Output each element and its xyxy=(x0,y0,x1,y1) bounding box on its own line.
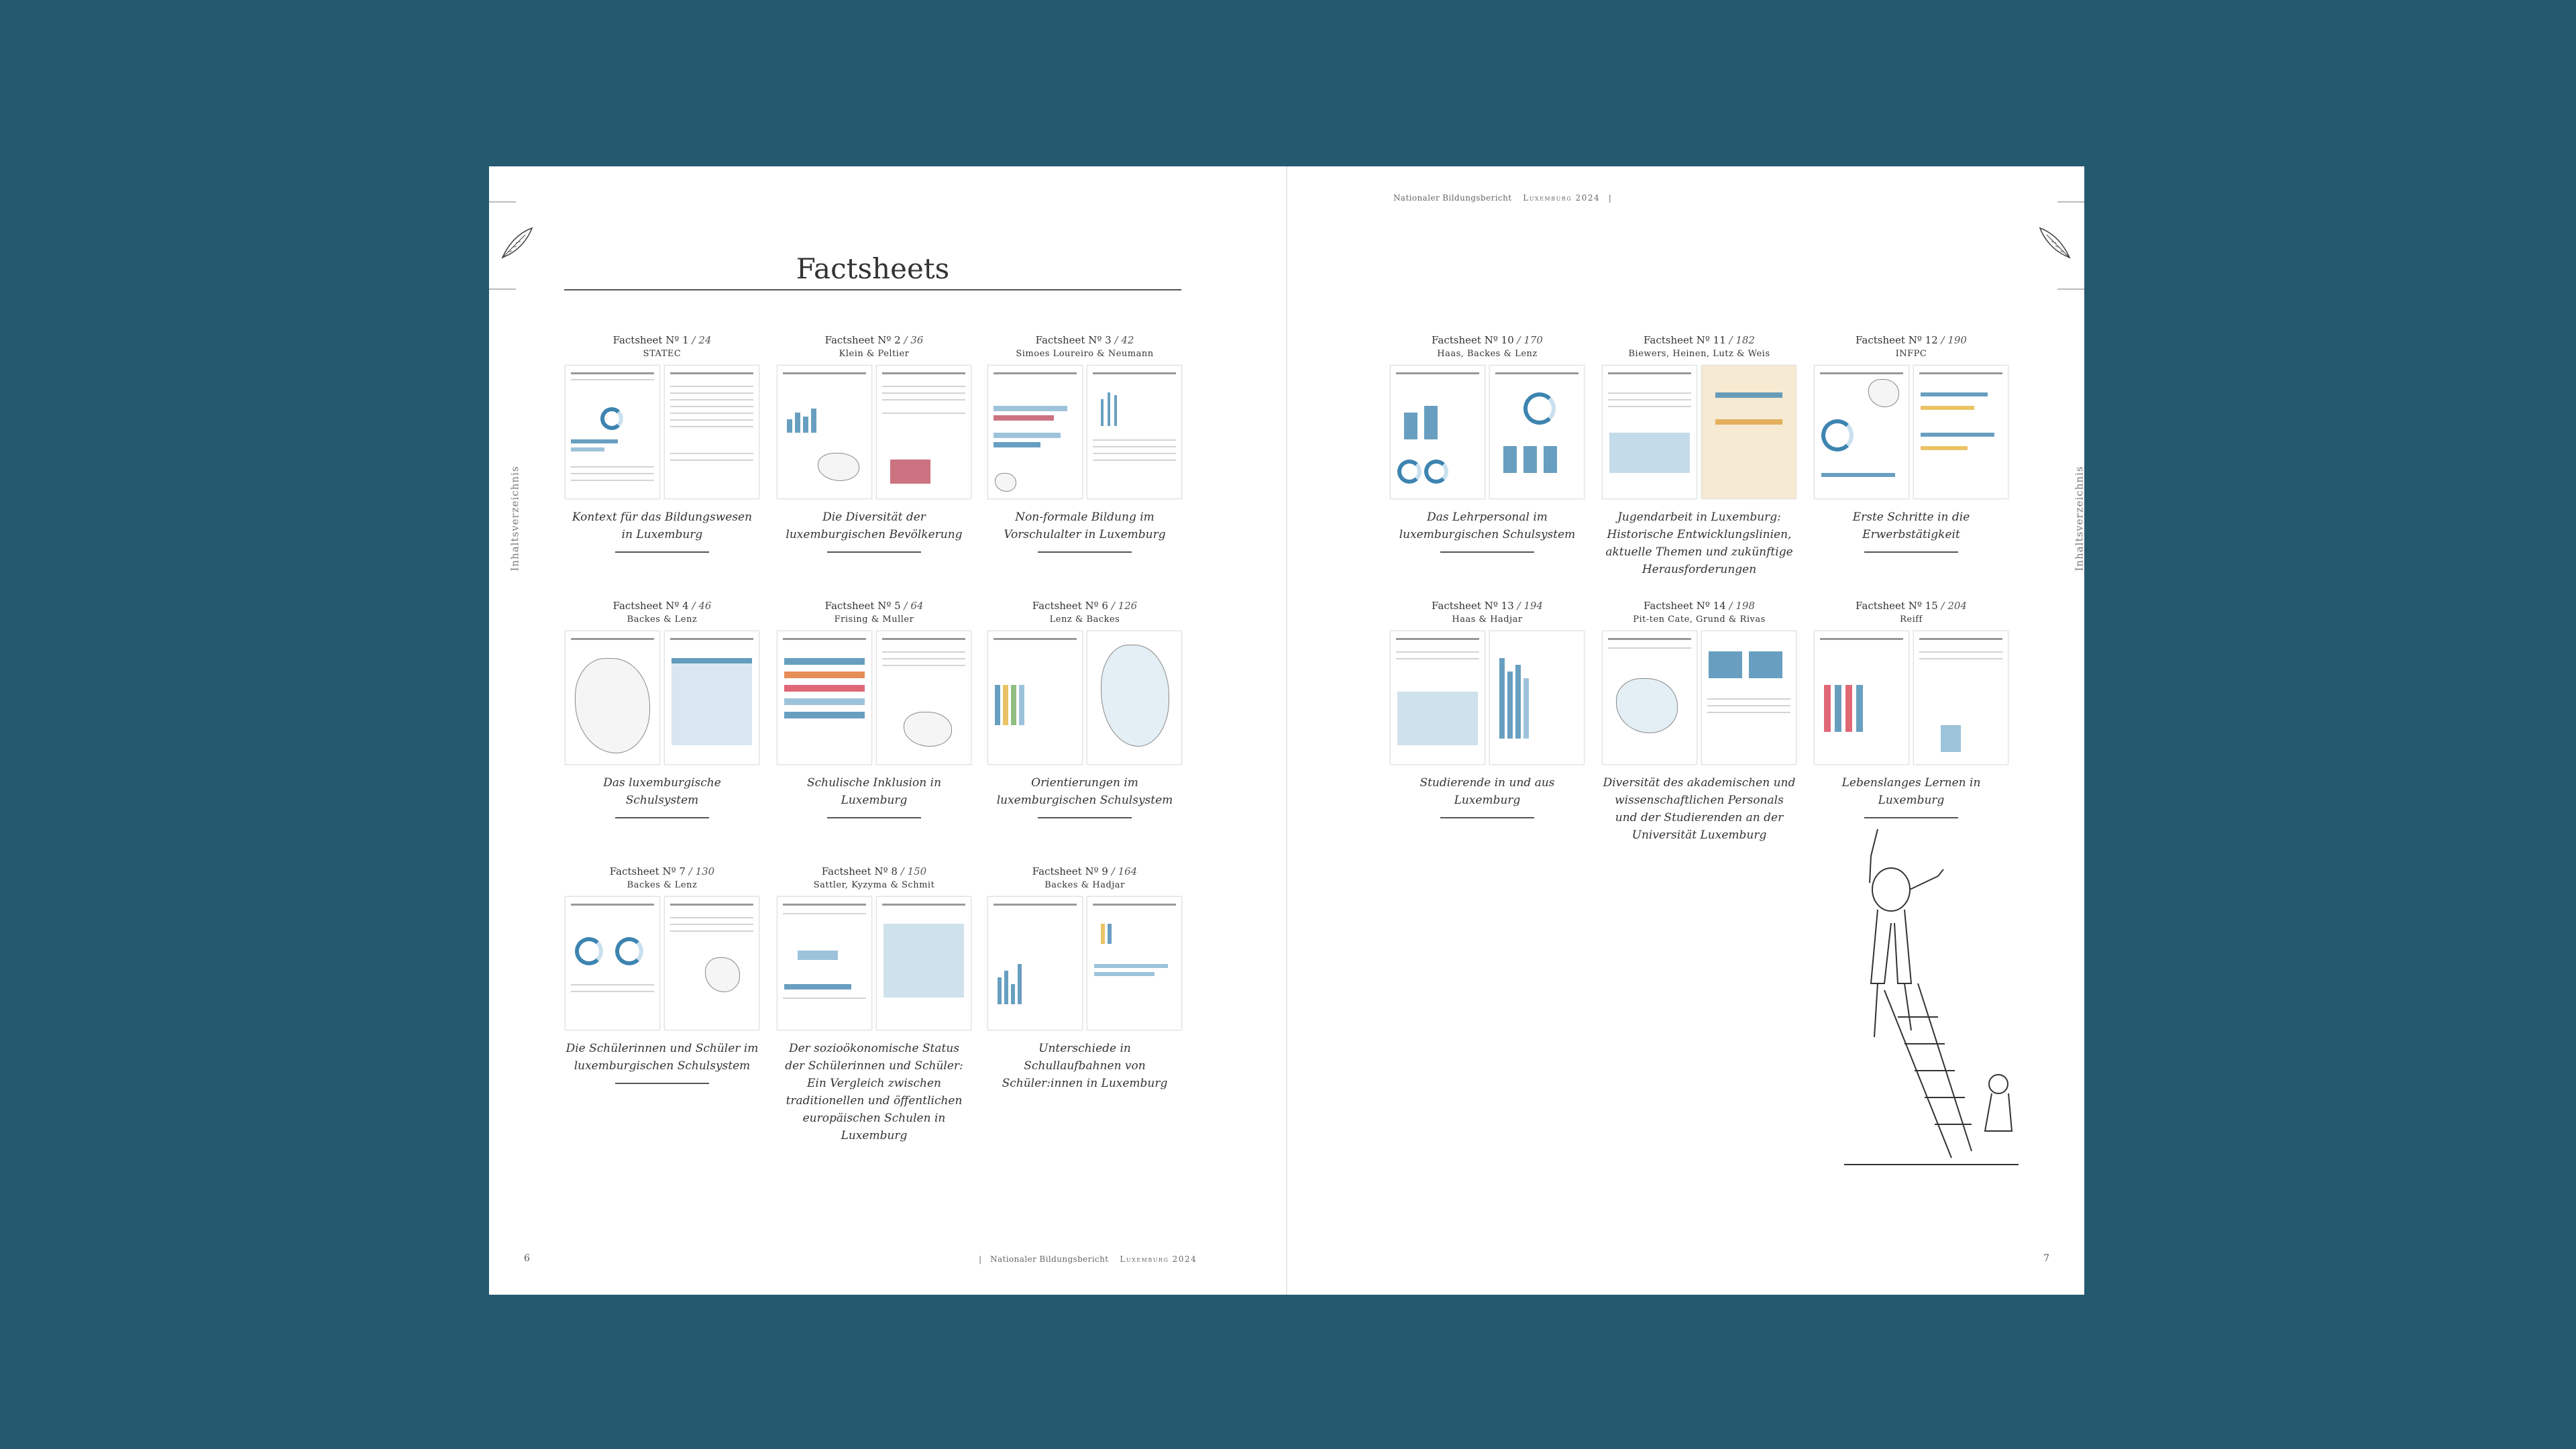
factsheet-card[interactable] xyxy=(773,598,975,818)
page-number: 7 xyxy=(2043,1253,2049,1264)
factsheet-label: Factsheet Nº 15 xyxy=(1856,600,1938,612)
factsheet-label: Factsheet Nº 2 xyxy=(824,334,901,346)
quill-icon xyxy=(498,225,535,262)
page-title: Factsheets xyxy=(796,252,950,285)
card-rule xyxy=(827,817,921,818)
factsheet-description: Non-formale Bildung im Vorschulalter in Luxemburg xyxy=(1004,511,1166,541)
factsheet-description: Das Lehrpersonal im luxemburgischen Schulsystem xyxy=(1399,511,1576,541)
factsheet-card[interactable] xyxy=(1599,333,1800,578)
running-header xyxy=(1393,193,1611,203)
factsheet-label: Factsheet Nº 1 xyxy=(612,334,689,346)
running-title: Nationaler Bildungsbericht xyxy=(1393,193,1512,203)
factsheet-description: Unterschiede in Schullaufbahnen von Schüler:innen in Luxemburg xyxy=(1002,1042,1168,1090)
factsheet-description: Die Schülerinnen und Schüler im luxemburgischen Schulsystem xyxy=(566,1042,759,1073)
card-rule xyxy=(1440,817,1534,818)
factsheet-page: / 64 xyxy=(904,600,924,612)
factsheet-authors: Haas, Backes & Lenz xyxy=(1437,349,1538,359)
factsheet-description: Der sozioökonomische Status der Schülerinnen und Schüler: Ein Vergleich zwischen traditionellen und öffentlichen europäischen Schulen in Luxemburg xyxy=(785,1042,963,1142)
factsheet-authors: Backes & Lenz xyxy=(627,614,698,625)
factsheet-page: / 194 xyxy=(1517,600,1543,612)
factsheet-description: Erste Schritte in die Erwerbstätigkeit xyxy=(1852,511,1970,541)
factsheet-label: Factsheet Nº 11 xyxy=(1644,334,1726,346)
running-edition: Luxemburg 2024 xyxy=(1120,1254,1197,1264)
factsheet-card[interactable] xyxy=(1387,333,1588,553)
factsheet-thumbnail xyxy=(1390,631,1585,765)
factsheet-authors: Haas & Hadjar xyxy=(1452,614,1523,625)
factsheet-description: Das luxemburgische Schulsystem xyxy=(603,776,721,807)
factsheet-authors: Pit-ten Cate, Grund & Rivas xyxy=(1633,614,1766,625)
factsheet-card[interactable] xyxy=(984,598,1185,818)
running-separator: | xyxy=(1608,193,1612,203)
factsheet-label: Factsheet Nº 13 xyxy=(1432,600,1514,612)
factsheet-page: / 182 xyxy=(1729,334,1755,346)
factsheet-label: Factsheet Nº 7 xyxy=(609,865,686,877)
ladder-painter-illustration xyxy=(1837,816,2025,1178)
factsheet-thumbnail xyxy=(987,896,1182,1030)
factsheet-page: / 36 xyxy=(904,334,924,346)
running-footer xyxy=(979,1254,1197,1264)
factsheet-description: Studierende in und aus Luxemburg xyxy=(1419,776,1555,807)
factsheet-label: Factsheet Nº 12 xyxy=(1856,334,1938,346)
factsheet-page: / 190 xyxy=(1941,334,1967,346)
factsheet-authors: Backes & Lenz xyxy=(627,880,698,890)
factsheet-page: / 164 xyxy=(1111,865,1138,877)
card-rule xyxy=(827,551,921,553)
card-rule xyxy=(615,1083,709,1084)
factsheet-authors: Backes & Hadjar xyxy=(1044,880,1125,890)
factsheet-thumbnail xyxy=(1814,631,2008,765)
factsheet-thumbnail xyxy=(565,896,759,1030)
factsheet-authors: STATEC xyxy=(643,349,682,359)
page-number: 6 xyxy=(524,1253,530,1264)
factsheet-description: Diversität des akademischen und wissenschaftlichen Personals und der Studierenden an der Universität Luxemburg xyxy=(1603,776,1796,842)
card-rule xyxy=(1864,551,1958,553)
factsheet-card[interactable] xyxy=(1811,598,2012,818)
factsheet-authors: Klein & Peltier xyxy=(839,349,910,359)
factsheet-authors: Simoes Loureiro & Neumann xyxy=(1016,349,1154,359)
factsheet-description: Kontext für das Bildungswesen in Luxemburg xyxy=(572,511,753,541)
factsheet-page: / 198 xyxy=(1729,600,1755,612)
factsheet-thumbnail xyxy=(987,365,1182,499)
factsheet-label: Factsheet Nº 5 xyxy=(824,600,901,612)
factsheet-thumbnail xyxy=(1602,365,1796,499)
card-rule xyxy=(1038,551,1132,553)
factsheet-page: / 170 xyxy=(1517,334,1543,346)
factsheet-label: Factsheet Nº 4 xyxy=(612,600,689,612)
factsheet-label: Factsheet Nº 6 xyxy=(1032,600,1108,612)
factsheet-thumbnail xyxy=(1814,365,2008,499)
factsheet-thumbnail xyxy=(1602,631,1796,765)
factsheet-page: / 126 xyxy=(1111,600,1138,612)
factsheet-page: / 46 xyxy=(692,600,712,612)
factsheet-description: Lebenslanges Lernen in Luxemburg xyxy=(1841,776,1981,807)
factsheet-thumbnail xyxy=(777,365,971,499)
factsheet-card[interactable] xyxy=(1599,598,1800,844)
factsheet-page: / 24 xyxy=(692,334,712,346)
factsheet-card[interactable] xyxy=(984,333,1185,553)
running-separator: | xyxy=(979,1254,982,1264)
running-edition: Luxemburg 2024 xyxy=(1523,193,1601,203)
factsheet-authors: Lenz & Backes xyxy=(1049,614,1120,625)
factsheet-label: Factsheet Nº 10 xyxy=(1432,334,1514,346)
right-page xyxy=(1287,166,2084,1295)
factsheet-thumbnail xyxy=(565,631,759,765)
factsheet-thumbnail xyxy=(565,365,759,499)
quill-icon xyxy=(2037,225,2074,262)
card-rule xyxy=(615,551,709,553)
factsheet-card[interactable] xyxy=(1811,333,2012,553)
card-rule xyxy=(615,817,709,818)
factsheet-label: Factsheet Nº 8 xyxy=(821,865,898,877)
factsheet-card[interactable] xyxy=(773,333,975,553)
card-rule xyxy=(1440,551,1534,553)
running-title: Nationaler Bildungsbericht xyxy=(990,1254,1109,1264)
factsheet-authors: Frising & Muller xyxy=(834,614,914,625)
side-label: Inhaltsverzeichnis xyxy=(2073,466,2086,572)
factsheet-page: / 42 xyxy=(1114,334,1134,346)
factsheet-card[interactable] xyxy=(561,864,763,1084)
edge-rule xyxy=(2057,201,2084,203)
left-page xyxy=(489,166,1286,1295)
edge-rule xyxy=(2057,288,2084,290)
edge-rule xyxy=(489,201,516,203)
factsheet-thumbnail xyxy=(987,631,1182,765)
factsheet-authors: Sattler, Kyzyma & Schmit xyxy=(813,880,935,890)
factsheet-card[interactable] xyxy=(1387,598,1588,818)
card-rule xyxy=(1038,817,1132,818)
factsheet-authors: Reiff xyxy=(1900,614,1923,625)
factsheet-description: Jugendarbeit in Luxemburg: Historische Entwicklungslinien, aktuelle Themen und zukünftige Herausforderungen xyxy=(1605,511,1793,576)
factsheet-label: Factsheet Nº 9 xyxy=(1032,865,1108,877)
factsheet-thumbnail xyxy=(777,631,971,765)
factsheet-page: / 204 xyxy=(1941,600,1967,612)
factsheet-label: Factsheet Nº 3 xyxy=(1035,334,1112,346)
factsheet-label: Factsheet Nº 14 xyxy=(1644,600,1726,612)
factsheet-thumbnail xyxy=(1390,365,1585,499)
factsheet-authors: INFPC xyxy=(1895,349,1927,359)
edge-rule xyxy=(489,288,516,290)
factsheet-card[interactable] xyxy=(773,864,975,1144)
factsheet-description: Orientierungen im luxemburgischen Schulsystem xyxy=(996,776,1173,807)
factsheet-description: Die Diversität der luxemburgischen Bevölkerung xyxy=(786,511,963,541)
factsheet-card[interactable] xyxy=(984,864,1185,1092)
factsheet-page: / 130 xyxy=(688,865,715,877)
factsheet-description: Schulische Inklusion in Luxemburg xyxy=(806,776,942,807)
side-label: Inhaltsverzeichnis xyxy=(508,466,521,572)
factsheet-page: / 150 xyxy=(900,865,927,877)
factsheet-authors: Biewers, Heinen, Lutz & Weis xyxy=(1628,349,1770,359)
factsheet-card[interactable] xyxy=(561,333,763,553)
title-rule xyxy=(564,289,1181,290)
factsheet-thumbnail xyxy=(777,896,971,1030)
factsheet-card[interactable] xyxy=(561,598,763,818)
